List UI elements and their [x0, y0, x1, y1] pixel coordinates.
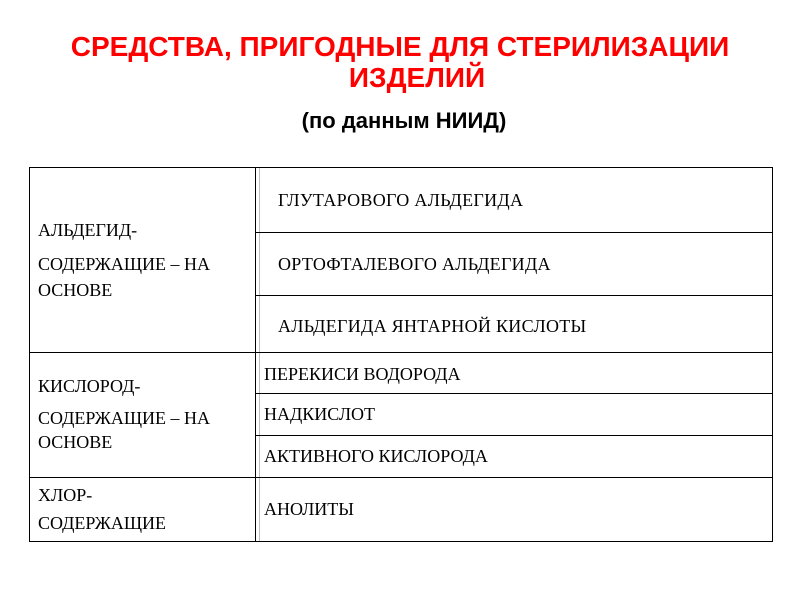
page-subtitle: (по данным НИИД) — [301, 108, 507, 133]
item-hydrogen-peroxide: ПЕРЕКИСИ ВОДОРОДА — [264, 364, 461, 384]
group-label-aldehyde-line-3: ОСНОВЕ — [38, 280, 113, 300]
group-label-aldehyde — [30, 168, 255, 352]
sterilization-agents-table — [29, 167, 773, 542]
item-succinic-aldehyde: АЛЬДЕГИДА ЯНТАРНОЙ КИСЛОТЫ — [278, 316, 587, 336]
item-orthophthalaldehyde: ОРТОФТАЛЕВОГО АЛЬДЕГИДА — [278, 254, 551, 274]
page-title-line-2: ИЗДЕЛИЙ — [348, 62, 486, 93]
group-label-chlorine-line-2: СОДЕРЖАЩИЕ — [38, 513, 167, 533]
group-label-oxygen — [30, 352, 255, 477]
item-active-oxygen: АКТИВНОГО КИСЛОРОДА — [264, 446, 488, 466]
group-label-oxygen-line-2: СОДЕРЖАЩИЕ – НА — [38, 408, 211, 428]
group-label-oxygen-line-3: ОСНОВЕ — [38, 432, 113, 452]
group-label-oxygen-line-1: КИСЛОРОД- — [38, 376, 141, 396]
item-anolytes: АНОЛИТЫ — [264, 499, 354, 519]
page-title-line-1: СРЕДСТВА, ПРИГОДНЫЕ ДЛЯ СТЕРИЛИЗАЦИИ — [70, 31, 730, 62]
group-label-aldehyde-line-1: АЛЬДЕГИД- — [38, 220, 138, 240]
group-label-chlorine-line-1: ХЛОР- — [38, 485, 93, 505]
item-glutaraldehyde: ГЛУТАРОВОГО АЛЬДЕГИДА — [278, 190, 524, 210]
group-label-chlorine — [30, 477, 255, 541]
group-label-aldehyde-line-2: СОДЕРЖАЩИЕ – НА — [38, 254, 211, 274]
item-peracids: НАДКИСЛОТ — [264, 404, 376, 424]
